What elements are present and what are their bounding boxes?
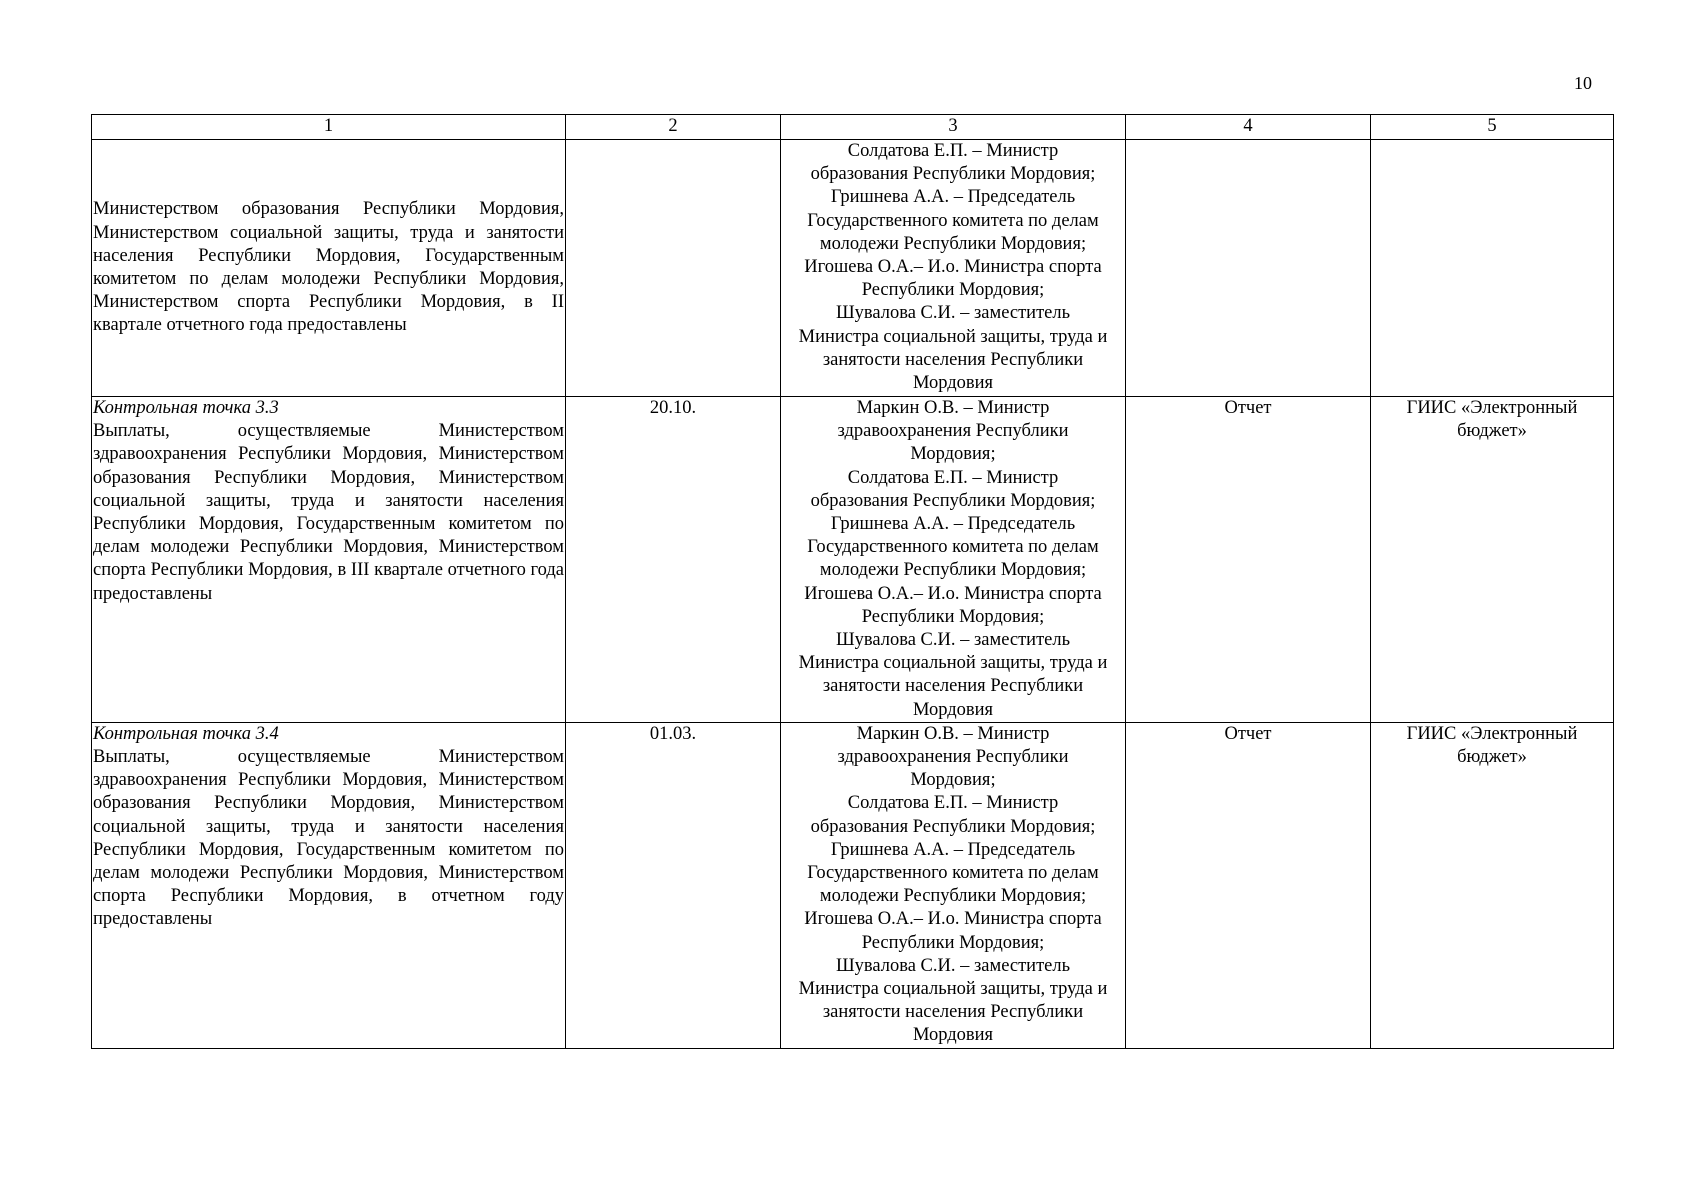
- responsible-line: Игошева О.А.– И.о. Министра спорта: [804, 909, 1102, 930]
- control-point-description: Выплаты, осуществляемые Министерством здравоохранения Республики Мордовия, Министерством образования Республики Мордовия, Министерством социальной защиты, труда и занятости населения Республики Мордовия, Государственным комитетом по делам молодежи Республики Мордовия, Министерством спорта Республики Мордовия, в III квартале отчетного года предоставлены: [93, 421, 564, 604]
- responsible-line: занятости населения Республики: [822, 676, 1084, 697]
- responsible-line: молодежи Республики Мордовия;: [819, 886, 1087, 907]
- system-line: ГИИС «Электронный: [1406, 398, 1578, 418]
- date-cell: 20.10.: [566, 397, 781, 723]
- responsible-line: Государственного комитета по делам: [807, 210, 1099, 231]
- responsible-line: Мордовия: [912, 699, 994, 720]
- document-cell: [1126, 140, 1371, 397]
- responsible-line: занятости населения Республики: [822, 1002, 1084, 1023]
- date-cell: [566, 140, 781, 397]
- responsible-cell: [781, 722, 1126, 1048]
- header-col-3: 3: [781, 115, 1126, 140]
- responsible-line: Мордовия;: [910, 770, 996, 791]
- system-line: бюджет»: [1457, 421, 1527, 442]
- responsible-line: Республики Мордовия;: [861, 280, 1045, 301]
- table-row: [92, 397, 1614, 723]
- responsible-line: Министра социальной защиты, труда и: [798, 979, 1108, 1000]
- responsible-line: Гришнева А.А. – Председатель: [830, 514, 1076, 535]
- system-cell: [1371, 397, 1614, 723]
- responsible-line: образования Республики Мордовия;: [810, 164, 1096, 185]
- responsible-line: Министра социальной защиты, труда и: [798, 653, 1108, 674]
- table-row: [92, 140, 1614, 397]
- responsible-cell: [781, 397, 1126, 723]
- system-line: ГИИС «Электронный: [1406, 723, 1578, 744]
- responsible-line: Солдатова Е.П. – Министр: [847, 141, 1059, 161]
- table-header-row: [92, 115, 1614, 140]
- responsible-line: Министра социальной защиты, труда и: [798, 326, 1108, 347]
- document-cell: Отчет: [1126, 722, 1371, 1048]
- header-col-5: 5: [1371, 115, 1614, 140]
- header-col-1: 1: [92, 115, 566, 140]
- responsible-line: молодежи Республики Мордовия;: [819, 233, 1087, 254]
- responsible-line: Гришнева А.А. – Председатель: [830, 187, 1076, 208]
- responsible-line: Республики Мордовия;: [861, 932, 1045, 953]
- header-col-4: 4: [1126, 115, 1371, 140]
- responsible-line: образования Республики Мордовия;: [810, 490, 1096, 511]
- control-point-description: Выплаты, осуществляемые Министерством здравоохранения Республики Мордовия, Министерством образования Республики Мордовия, Министерством социальной защиты, труда и занятости населения Республики Мордовия, Государственным комитетом по делам молодежи Республики Мордовия, Министерством спорта Республики Мордовия, в отчетном году предоставлены: [93, 747, 564, 930]
- responsible-line: занятости населения Республики: [822, 349, 1084, 370]
- control-point-title: Контрольная точка 3.4: [93, 723, 279, 744]
- control-points-table: [91, 114, 1614, 1049]
- date-cell: 01.03.: [566, 722, 781, 1048]
- responsible-line: Маркин О.В. – Министр: [856, 398, 1050, 418]
- responsible-line: Государственного комитета по делам: [807, 537, 1099, 558]
- description-cell: Министерством образования Республики Мордовия, Министерством социальной защиты, труда и занятости населения Республики Мордовия, Государственным комитетом по делам молодежи Республики Мордовия, Министерством спорта Республики Мордовия, в II квартале отчетного года предоставлены: [92, 140, 566, 397]
- responsible-line: Мордовия: [912, 1025, 994, 1046]
- responsible-line: Игошева О.А.– И.о. Министра спорта: [804, 257, 1102, 278]
- responsible-line: Шувалова С.И. – заместитель: [835, 955, 1071, 976]
- description-cell: [92, 722, 566, 1048]
- responsible-line: здравоохранения Республики: [837, 421, 1069, 442]
- control-point-title: Контрольная точка 3.3: [93, 398, 279, 418]
- responsible-line: Шувалова С.И. – заместитель: [835, 303, 1071, 324]
- responsible-line: Мордовия: [912, 373, 994, 394]
- system-line: бюджет»: [1457, 747, 1527, 768]
- header-col-2: 2: [566, 115, 781, 140]
- responsible-line: здравоохранения Республики: [837, 747, 1069, 768]
- responsible-line: образования Республики Мордовия;: [810, 816, 1096, 837]
- responsible-line: Гришнева А.А. – Председатель: [830, 839, 1076, 860]
- responsible-line: Маркин О.В. – Министр: [856, 723, 1050, 744]
- responsible-line: Солдатова Е.П. – Министр: [847, 793, 1059, 814]
- responsible-line: молодежи Республики Мордовия;: [819, 560, 1087, 581]
- responsible-line: Государственного комитета по делам: [807, 863, 1099, 884]
- system-cell: [1371, 722, 1614, 1048]
- responsible-cell: [781, 140, 1126, 397]
- responsible-line: Солдатова Е.П. – Министр: [847, 467, 1059, 488]
- page-number: 10: [1574, 73, 1592, 93]
- responsible-line: Шувалова С.И. – заместитель: [835, 630, 1071, 651]
- description-cell: [92, 397, 566, 723]
- responsible-line: Мордовия;: [910, 444, 996, 465]
- document-cell: Отчет: [1126, 397, 1371, 723]
- table-row: [92, 722, 1614, 1048]
- responsible-line: Республики Мордовия;: [861, 606, 1045, 627]
- responsible-line: Игошева О.А.– И.о. Министра спорта: [804, 583, 1102, 604]
- system-cell: [1371, 140, 1614, 397]
